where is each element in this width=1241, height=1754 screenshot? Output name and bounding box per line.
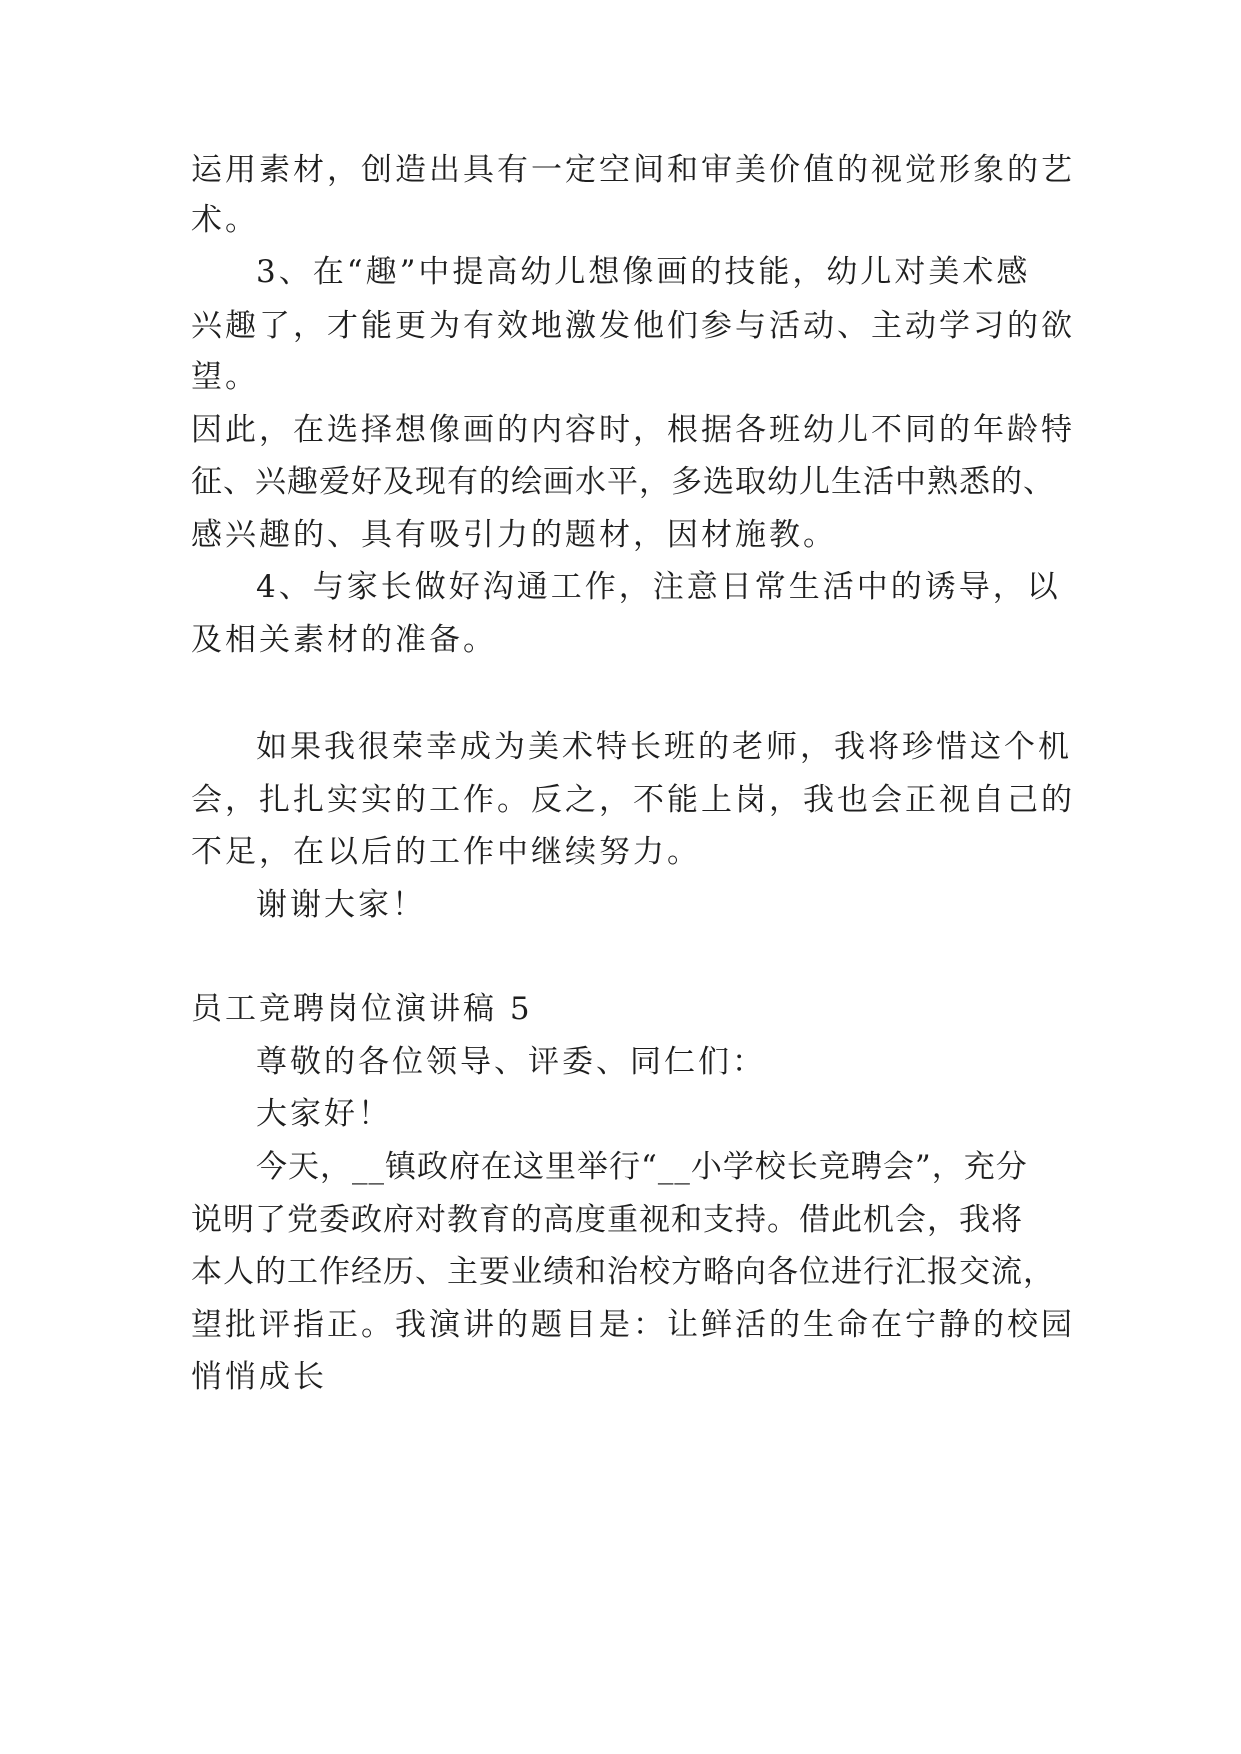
section-title: 员工竞聘岗位演讲稿 5: [191, 991, 533, 1027]
body-text-line: 因此，在选择想像画的内容时，根据各班幼儿不同的年龄特: [191, 412, 1075, 448]
body-text-line: 及相关素材的准备。: [191, 622, 497, 658]
body-text-line: 兴趣了，才能更为有效地激发他们参与活动、主动学习的欲: [191, 308, 1075, 344]
body-text-line: 不足，在以后的工作中继续努力。: [191, 834, 701, 870]
body-text-line: 会，扎扎实实的工作。反之，不能上岗，我也会正视自己的: [191, 782, 1075, 818]
body-text-line: 本人的工作经历、主要业绩和治校方略向各位进行汇报交流，: [191, 1254, 1055, 1290]
body-text-line: 感兴趣的、具有吸引力的题材，因材施教。: [191, 517, 837, 553]
body-text-line: 望批评指正。我演讲的题目是：让鲜活的生命在宁静的校园: [191, 1307, 1075, 1343]
body-text-line: 悄悄成长: [191, 1359, 327, 1395]
body-text-line: 望。: [191, 359, 259, 395]
body-text-line: 大家好！: [256, 1096, 392, 1132]
body-text-line: 征、兴趣爱好及现有的绘画水平，多选取幼儿生活中熟悉的、: [191, 464, 1055, 500]
body-text-line: 4、与家长做好沟通工作，注意日常生活中的诱导，以: [256, 569, 1061, 605]
body-text-line: 尊敬的各位领导、评委、同仁们：: [256, 1044, 766, 1080]
body-text-line: 如果我很荣幸成为美术特长班的老师，我将珍惜这个机: [256, 729, 1072, 765]
body-text-line: 说明了党委政府对教育的高度重视和支持。借此机会，我将: [191, 1202, 1023, 1238]
body-text-line: 今天，__镇政府在这里举行“__小学校长竞聘会”，充分: [256, 1149, 1028, 1185]
body-text-line: 3、在“趣”中提高幼儿想像画的技能，幼儿对美术感: [256, 254, 1031, 290]
body-text-line: 谢谢大家！: [256, 887, 426, 923]
body-text-line: 运用素材，创造出具有一定空间和审美价值的视觉形象的艺: [191, 152, 1075, 188]
body-text-line: 术。: [191, 202, 259, 238]
